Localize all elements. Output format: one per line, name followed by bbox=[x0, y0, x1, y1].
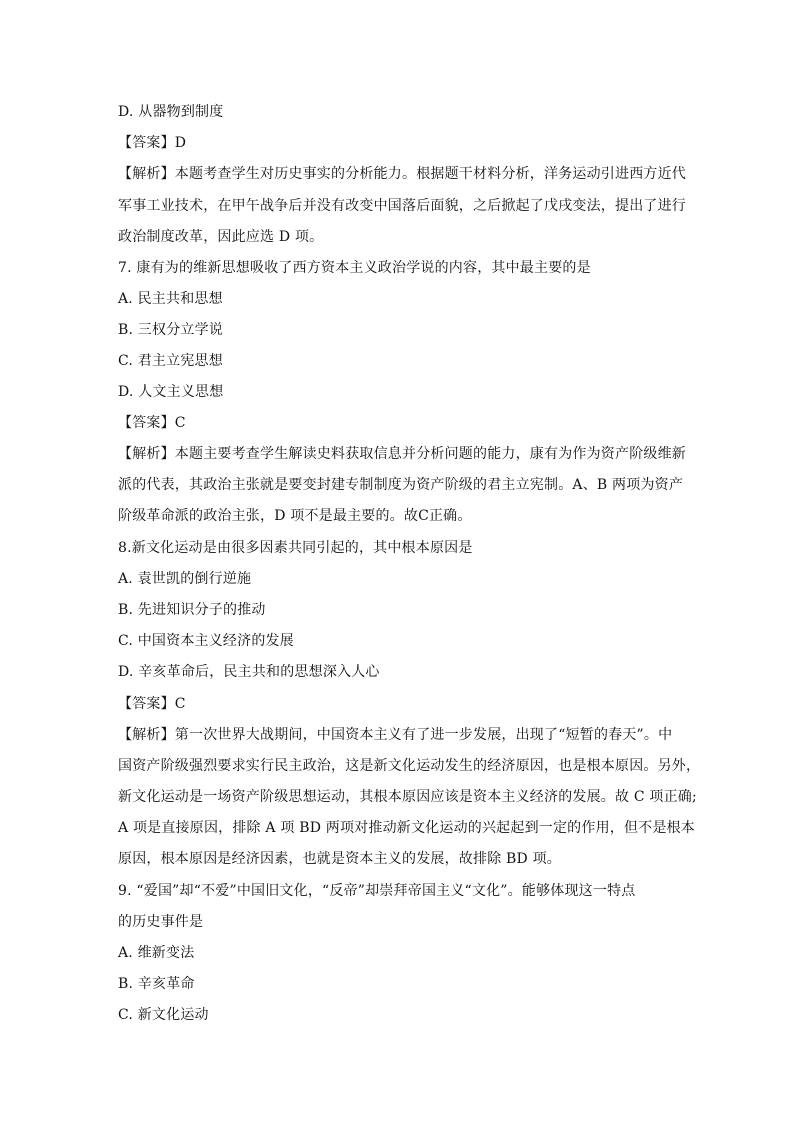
q7-stem: 7. 康有为的维新思想吸收了西方资本主义政治学说的内容，其中最主要的是 bbox=[118, 260, 591, 276]
q6-explanation-line-3: 政治制度改革，因此应选 D 项。 bbox=[118, 229, 324, 245]
q8-explanation-line-5: 原因，根本原因是经济因素，也就是资本主义的发展，故排除 BD 项。 bbox=[118, 851, 562, 867]
q6-explanation-line-1: 【解析】本题考查学生对历史事实的分析能力。根据题干材料分析，洋务运动引进西方近代 bbox=[118, 166, 686, 182]
q7-explanation-line-3: 阶级革命派的政治主张，D 项不是最主要的。故C正确。 bbox=[118, 508, 472, 524]
q8-option-d: D. 辛亥革命后，民主共和的思想深入人心 bbox=[118, 664, 380, 680]
q7-explanation-line-1: 【解析】本题主要考查学生解读史料获取信息并分析问题的能力，康有为作为资产阶级维新 bbox=[118, 446, 686, 462]
q8-explanation-line-2: 国资产阶级强烈要求实行民主政治，这是新文化运动发生的经济原因，也是根本原因。另外， bbox=[118, 758, 701, 774]
q9-option-a: A. 维新变法 bbox=[118, 945, 195, 961]
q8-option-b: B. 先进知识分子的推动 bbox=[118, 602, 266, 618]
q7-explanation-line-2: 派的代表，其政治主张就是要变封建专制制度为资产阶级的君主立宪制。A、B 两项为资产 bbox=[118, 477, 684, 493]
q8-explanation-line-4: A 项是直接原因，排除 A 项 BD 两项对推动新文化运动的兴起起到一定的作用，但不是根本 bbox=[118, 820, 695, 836]
q7-option-c: C. 君主立宪思想 bbox=[118, 353, 223, 369]
q8-explanation-line-1: 【解析】第一次世界大战期间，中国资本主义有了进一步发展，出现了“短暂的春天”。中 bbox=[118, 727, 673, 743]
q8-option-a: A. 袁世凯的倒行逆施 bbox=[118, 571, 252, 587]
q7-option-d: D. 人文主义思想 bbox=[118, 384, 224, 400]
q6-answer: 【答案】D bbox=[118, 135, 187, 151]
q7-option-b: B. 三权分立学说 bbox=[118, 322, 223, 338]
q8-answer: 【答案】C bbox=[118, 696, 186, 712]
q8-option-c: C. 中国资本主义经济的发展 bbox=[118, 633, 294, 649]
q6-explanation-line-2: 军事工业技术，在甲午战争后并没有改变中国落后面貌，之后掀起了戊戌变法，提出了进行 bbox=[118, 198, 686, 214]
q6-option-d: D. 从器物到制度 bbox=[118, 104, 224, 120]
q8-stem: 8.新文化运动是由很多因素共同引起的，其中根本原因是 bbox=[118, 540, 473, 556]
q9-stem-line-1: 9. “爱国”却“不爱”中国旧文化，“反帝”却崇拜帝国主义“文化”。能够体现这一特点 bbox=[118, 883, 636, 899]
q9-stem-line-2: 的历史事件是 bbox=[118, 914, 204, 930]
q9-option-b: B. 辛亥革命 bbox=[118, 976, 195, 992]
q9-option-c: C. 新文化运动 bbox=[118, 1007, 209, 1023]
q7-option-a: A. 民主共和思想 bbox=[118, 291, 223, 307]
q7-answer: 【答案】C bbox=[118, 415, 186, 431]
q8-explanation-line-3: 新文化运动是一场资产阶级思想运动，其根本原因应该是资本主义经济的发展。故 C 项正确; bbox=[118, 789, 697, 805]
